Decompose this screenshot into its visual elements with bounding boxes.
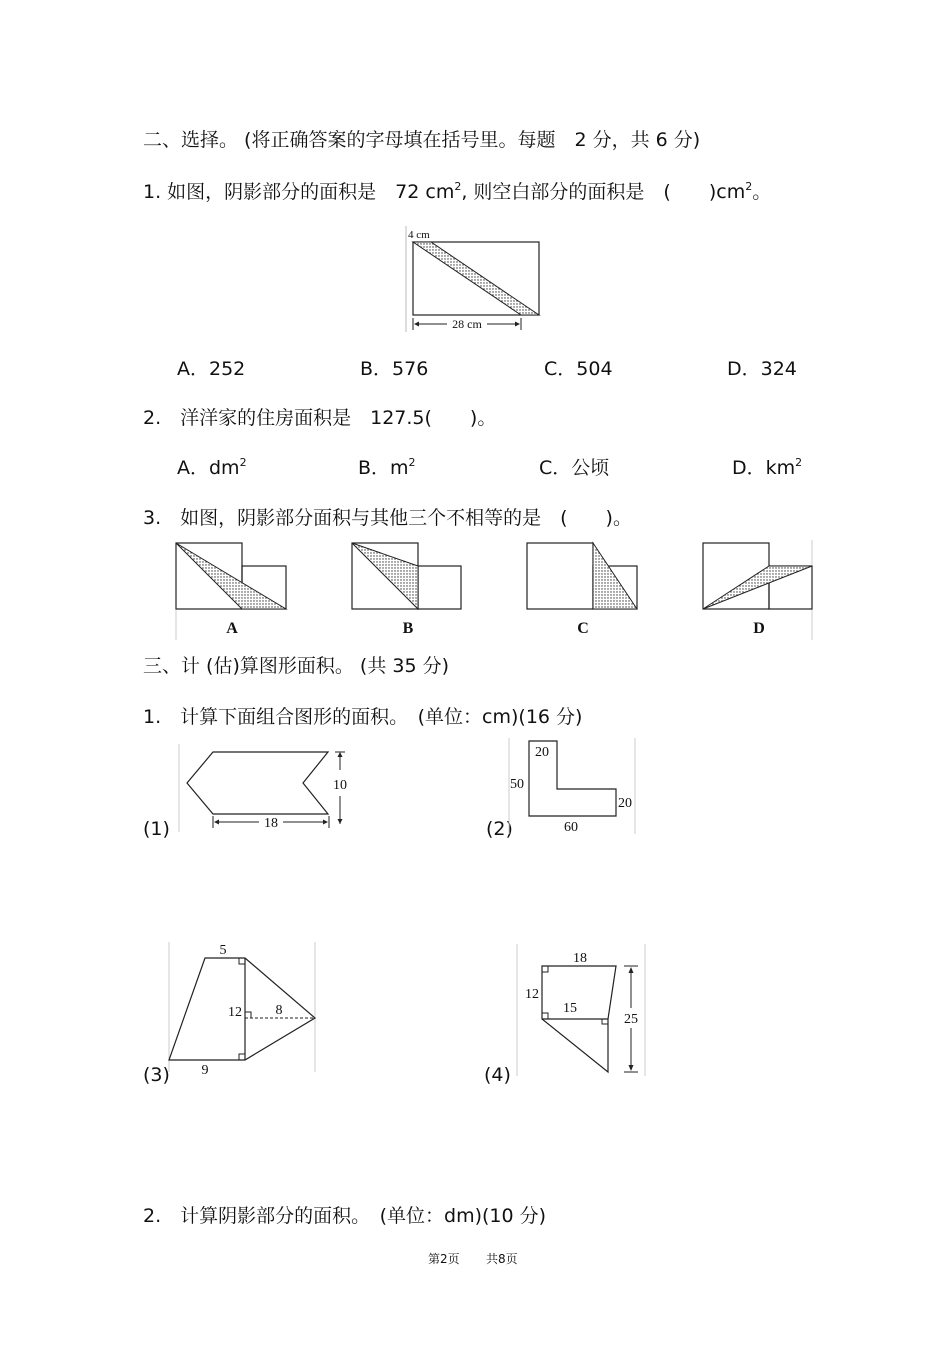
fig4-dim-18: 18 [573,951,587,966]
q1-fig-top-label: 4 cm [408,229,430,241]
q1-text-pre: 1. 如图，阴影部分的面积是 72 cm [143,181,455,203]
q2-option-b-sup: 2 [408,456,416,469]
q1-text [143,180,772,203]
q1-option-c: C．504 [544,358,613,380]
q2-option-c-main: C．公顷 [539,457,610,479]
fig4-dim-15: 15 [563,1001,577,1016]
q3-label-d: D [753,620,765,637]
q3-label-a: A [226,620,238,637]
q2-option-d [732,456,803,479]
q3-figure-d [703,543,812,637]
fig3-dim-9: 9 [201,1063,209,1077]
fig2-label: (2) [486,818,513,840]
q2-option-c [539,459,609,478]
fig2-l-shape [505,738,640,838]
footer-page: 第2页 [428,1252,460,1266]
q3-figure-c [527,543,637,637]
fig4-composite-shape [512,944,652,1079]
fig3-composite-shape [165,942,320,1077]
q1-option-d: D．324 [727,358,797,380]
q2-option-a-main: A．dm [177,457,240,479]
q2-text: 2. 洋洋家的住房面积是 127.5( )。 [143,407,497,429]
q2-option-a [177,456,247,479]
s3-q2-text: 2. 计算阴影部分的面积。 (单位：dm)(10 分) [143,1205,547,1227]
q1-fig-bottom-label: 28 cm [452,317,482,331]
fig2-dim-20-right: 20 [618,796,632,811]
q1-option-a: A．252 [177,358,246,380]
q2-option-d-main: D．km [732,457,796,479]
q1-sup-b: 2 [745,180,753,193]
q1-option-b: B．576 [360,358,429,380]
q3-text: 3. 如图，阴影部分面积与其他三个不相等的是 ( )。 [143,507,632,529]
fig3-label: (3) [143,1064,170,1086]
fig3-dim-5: 5 [219,943,227,958]
q1-rectangle-figure [402,222,547,334]
q3-figure-b [352,543,461,637]
fig1-arrow-shape [175,744,355,836]
footer-total: 共8页 [486,1252,518,1266]
fig1-dim-18: 18 [264,816,278,831]
fig4-label: (4) [484,1064,511,1086]
section2-heading: 二、选择。 (将正确答案的字母填在括号里。每题 2 分，共 6 分) [143,129,701,151]
fig2-dim-60: 60 [564,820,578,835]
q2-option-b [358,456,416,479]
q3-label-c: C [577,620,589,637]
q2-option-d-sup: 2 [795,456,803,469]
fig2-dim-50: 50 [510,777,524,792]
q1-sup-a: 2 [454,180,462,193]
q3-figure-a [176,543,286,637]
q1-text-mid: , 则空白部分的面积是 ( )cm [461,181,746,203]
fig3-dim-8: 8 [275,1003,283,1018]
fig4-dim-25: 25 [624,1012,638,1027]
q1-text-post: 。 [752,181,772,203]
q3-label-b: B [402,620,414,637]
fig2-dim-20-top: 20 [535,745,549,760]
q3-figures [172,540,817,640]
section3-heading: 三、计 (估)算图形面积。 (共 35 分) [143,655,449,677]
fig1-dim-10: 10 [333,778,347,793]
fig1-label: (1) [143,818,170,840]
q2-option-a-sup: 2 [239,456,247,469]
q2-option-b-main: B．m [358,457,409,479]
fig4-dim-12: 12 [525,987,539,1002]
s3-q1-text: 1. 计算下面组合图形的面积。 (单位：cm)(16 分) [143,706,583,728]
fig3-dim-12: 12 [228,1005,242,1020]
